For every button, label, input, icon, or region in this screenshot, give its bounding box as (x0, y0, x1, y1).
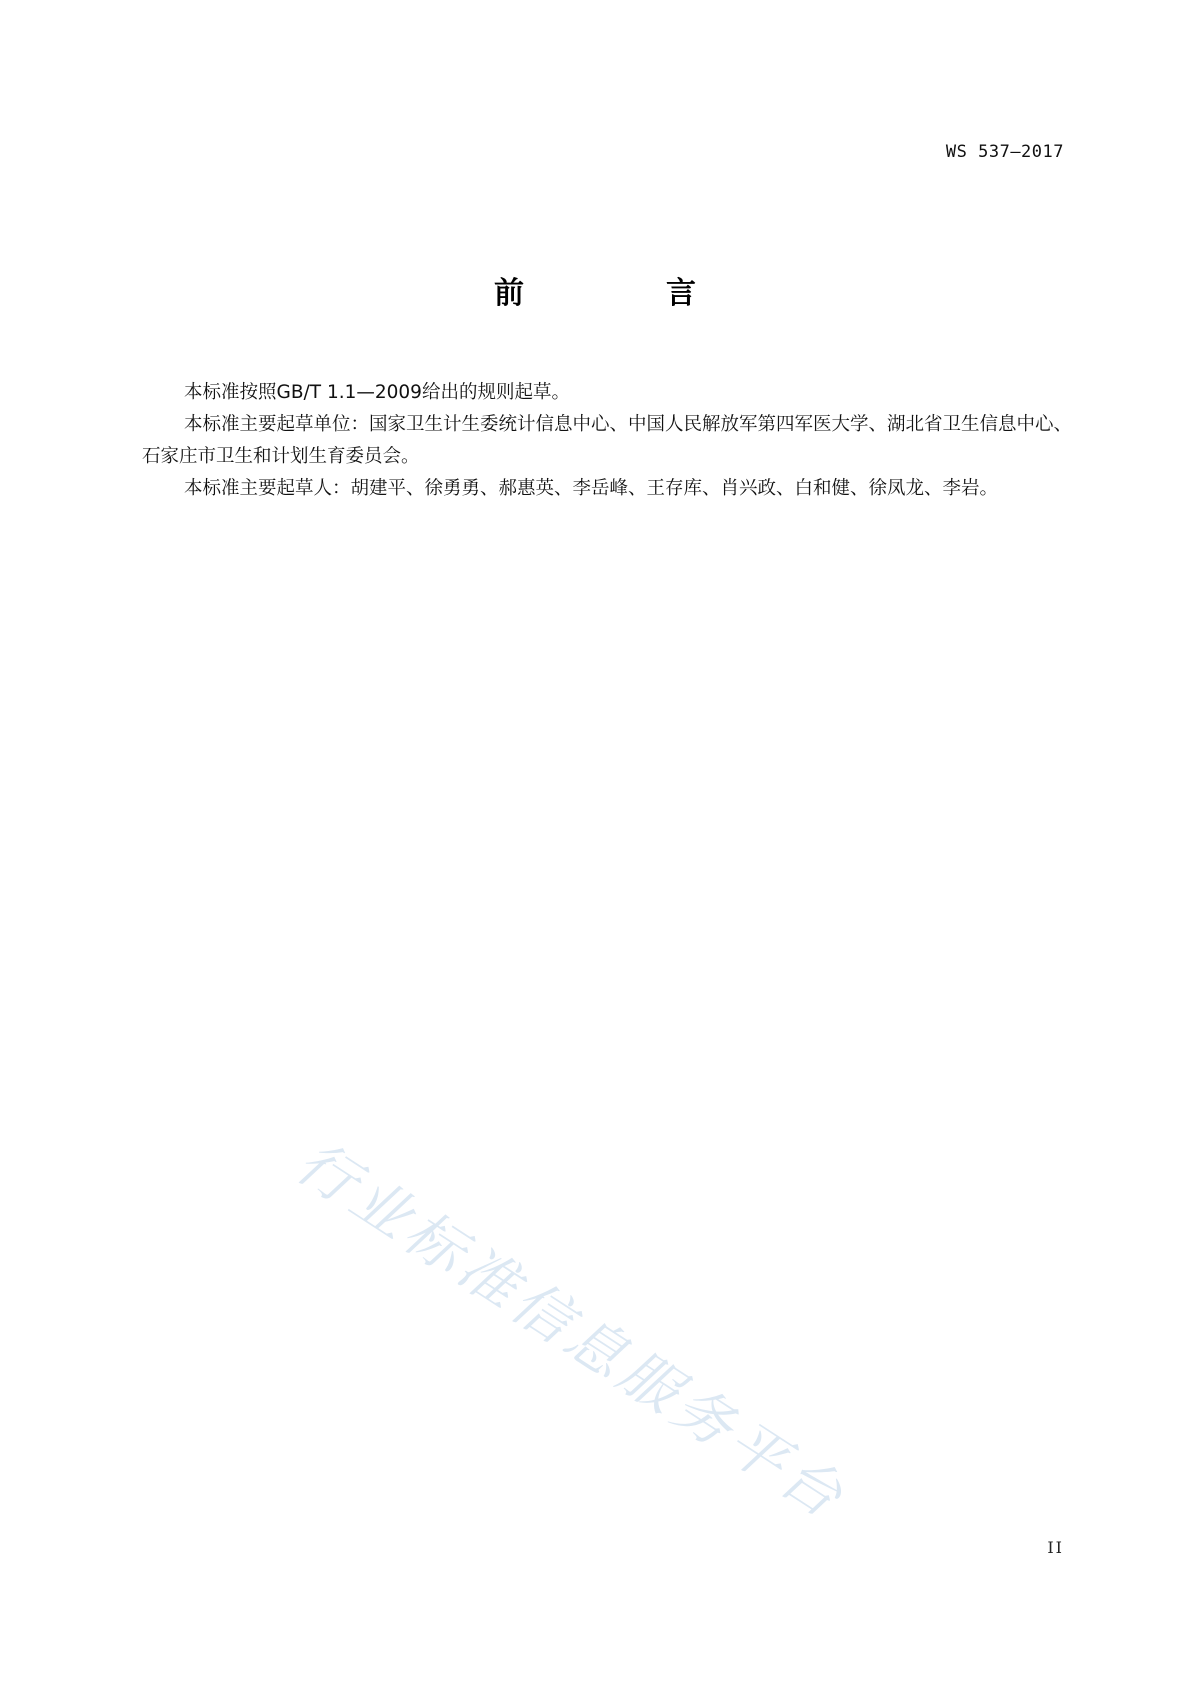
document-code: WS 537—2017 (945, 142, 1064, 162)
page-number: II (1047, 1538, 1064, 1557)
foreword-body (142, 377, 1072, 505)
paragraph-drafting-units: 本标准主要起草单位：国家卫生计生委统计信息中心、中国人民解放军第四军医大学、湖北省卫生信息中心、石家庄市卫生和计划生育委员会。 (142, 414, 1073, 467)
page-title: 前 言 (494, 276, 752, 311)
watermark: 行业标准信息服务平台 (284, 1127, 859, 1534)
paragraph-drafting-rules: 本标准按照GB/T 1.1—2009给出的规则起草。 (184, 382, 570, 403)
paragraph-drafters: 本标准主要起草人：胡建平、徐勇勇、郝惠英、李岳峰、王存库、肖兴政、白和健、徐凤龙、李岩。 (184, 478, 999, 499)
